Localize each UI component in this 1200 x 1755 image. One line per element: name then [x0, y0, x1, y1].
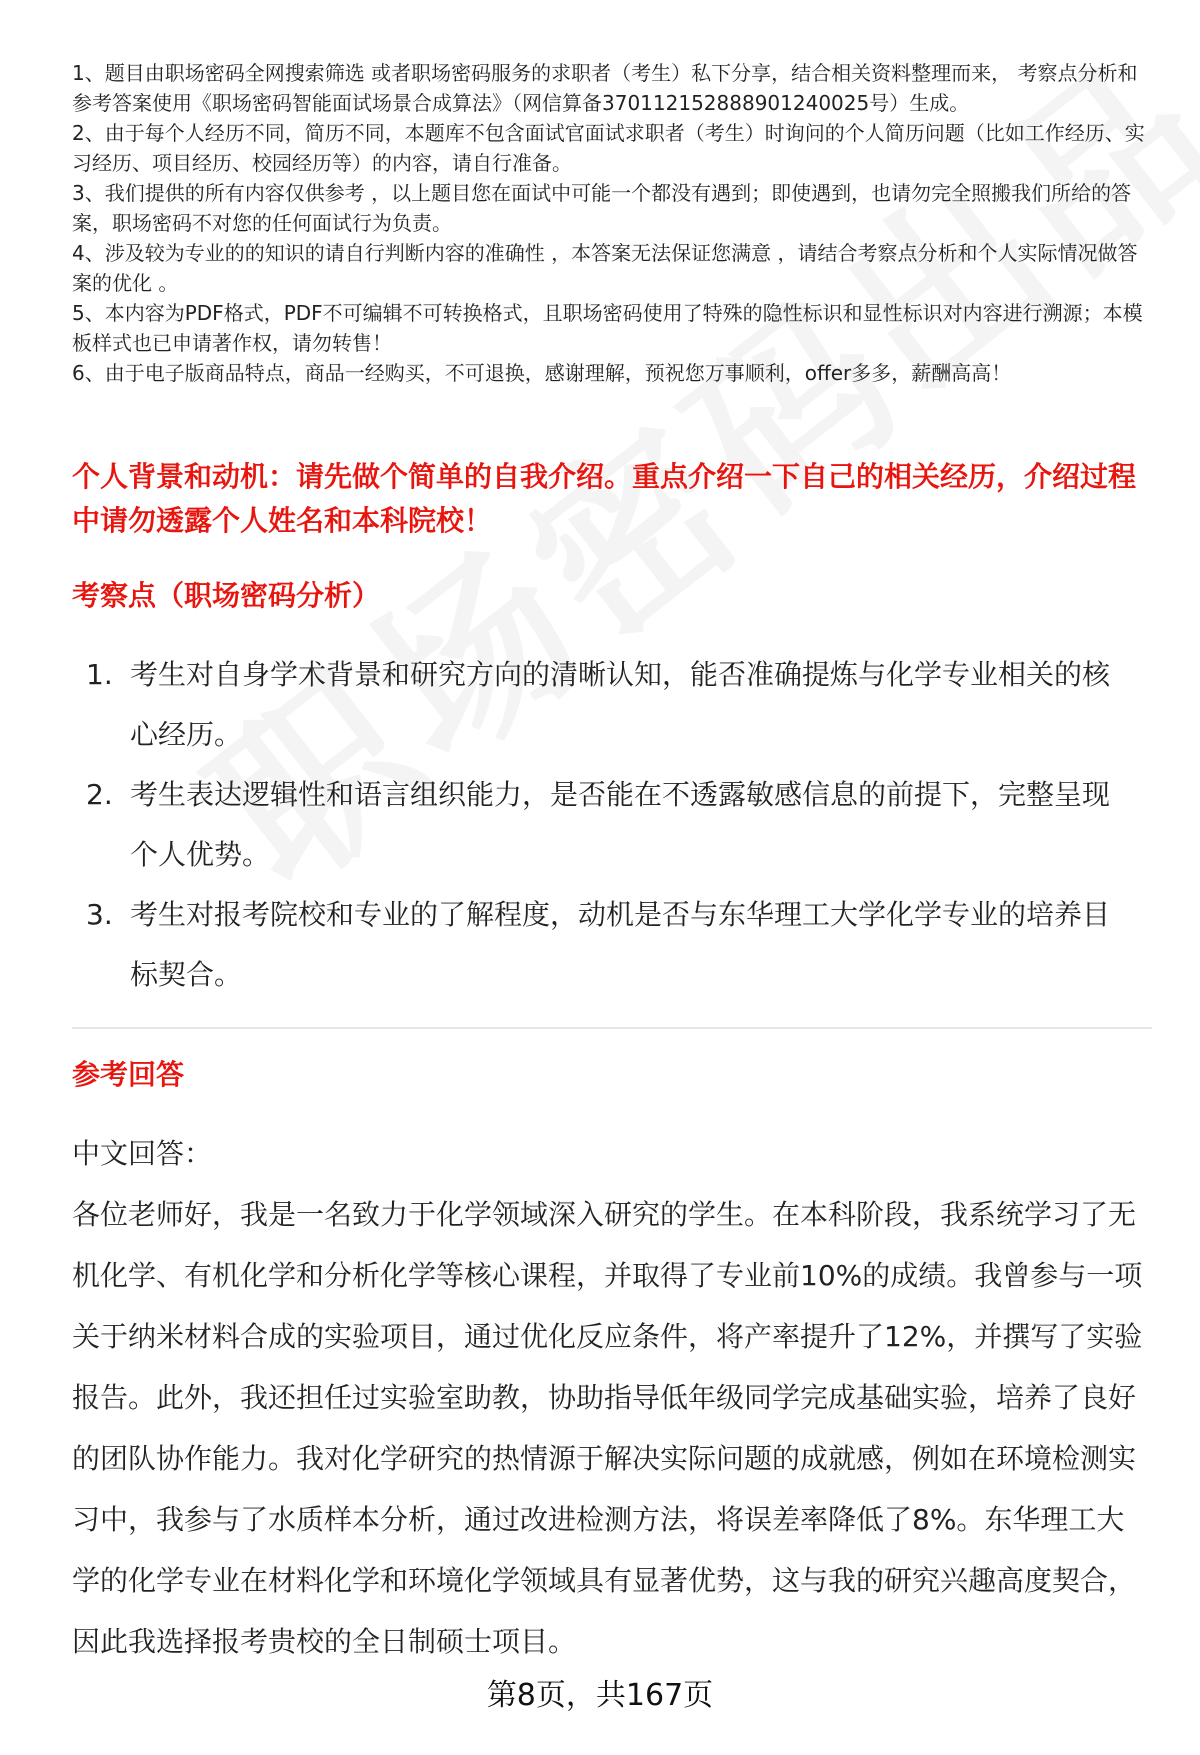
analysis-point — [86, 645, 1136, 765]
disclaimer-notice — [72, 58, 1152, 388]
section-divider — [72, 1027, 1152, 1029]
notice-item-4: 4、涉及较为专业的的知识的请自行判断内容的准确性 ，本答案无法保证您满意 ，请结合考察点分析和个人实际情况做答案的优化 。 — [72, 241, 1138, 295]
reference-answer — [72, 1123, 1152, 1672]
interview-question: 个人背景和动机：请先做个简单的自我介绍。重点介绍一下自己的相关经历，介绍过程中请勿透露个人姓名和本科院校！ — [72, 460, 1137, 537]
page-number: 第8页，共167页 — [486, 1678, 714, 1713]
point-text: 考生对自身学术背景和研究方向的清晰认知，能否准确提炼与化学专业相关的核心经历。 — [130, 658, 1111, 751]
notice-item-5: 5、本内容为PDF格式，PDF不可编辑不可转换格式，且职场密码使用了特殊的隐性标识和显性标识对内容进行溯源；本模板样式也已申请著作权，请勿转售！ — [72, 301, 1143, 355]
analysis-heading: 考察点（职场密码分析） — [72, 579, 381, 612]
answer-heading: 参考回答 — [72, 1058, 185, 1091]
notice-item-6: 6、由于电子版商品特点，商品一经购买，不可退换，感谢理解，预祝您万事顺利，offer多多，薪酬高高！ — [72, 361, 1012, 385]
point-number: 1. — [86, 658, 113, 691]
point-text: 考生表达逻辑性和语言组织能力，是否能在不透露敏感信息的前提下，完整呈现个人优势。 — [130, 778, 1111, 871]
notice-item-1: 1、题目由职场密码全网搜索筛选 或者职场密码服务的求职者（考生）私下分享，结合相关资料整理而来， 考察点分析和参考答案使用《职场密码智能面试场景合成算法》（网信算备370112152888901240025号）生成。 — [72, 61, 1138, 115]
analysis-point — [86, 765, 1136, 885]
answer-label: 中文回答： — [72, 1137, 213, 1170]
notice-item-3: 3、我们提供的所有内容仅供参考 ，以上题目您在面试中可能一个都没有遇到；即使遇到，也请勿完全照搬我们所给的答案，职场密码不对您的任何面试行为负责。 — [72, 181, 1132, 235]
analysis-point — [86, 885, 1136, 1005]
analysis-points — [86, 645, 1136, 1005]
point-number: 3. — [86, 898, 113, 931]
point-number: 2. — [86, 778, 113, 811]
point-text: 考生对报考院校和专业的了解程度，动机是否与东华理工大学化学专业的培养目标契合。 — [130, 898, 1111, 991]
notice-item-2: 2、由于每个人经历不同，简历不同，本题库不包含面试官面试求职者（考生）时询问的个人简历问题（比如工作经历、实习经历、项目经历、校园经历等）的内容，请自行准备。 — [72, 121, 1145, 175]
answer-body: 各位老师好，我是一名致力于化学领域深入研究的学生。在本科阶段，我系统学习了无机化学、有机化学和分析化学等核心课程，并取得了专业前10%的成绩。我曾参与一项关于纳米材料合成的实验项目，通过优化反应条件，将产率提升了12%，并撰写了实验报告。此外，我还担任过实验室助教，协助指导低年级同学完成基础实验，培养了良好的团队协作能力。我对化学研究的热情源于解决实际问题的成就感，例如在环境检测实习中，我参与了水质样本分析，通过改进检测方法，将误差率降低了8%。东华理工大学的化学专业在材料化学和环境化学领域具有显著优势，这与我的研究兴趣高度契合，因此我选择报考贵校的全日制硕士项目。 — [72, 1198, 1143, 1658]
